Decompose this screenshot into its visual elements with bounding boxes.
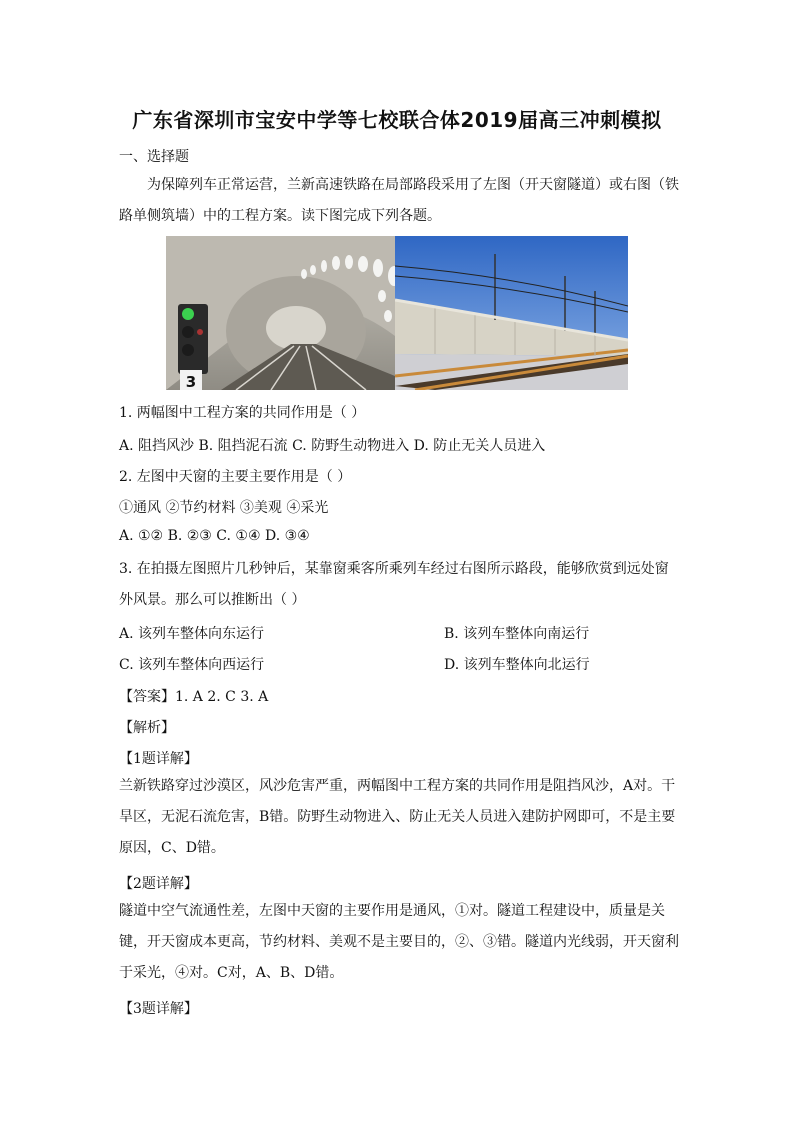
signal-number-sign: 3 xyxy=(185,373,197,390)
tunnel-skylight-photo xyxy=(166,236,395,390)
railway-wall-photo xyxy=(395,236,628,390)
question-3-option-a: A. 该列车整体向东运行 xyxy=(119,626,265,642)
detail-1-heading: 【1题详解】 xyxy=(119,751,198,767)
question-1-options: A. 阻挡风沙 B. 阻挡泥石流 C. 防野生动物进入 D. 防止无关人员进入 xyxy=(119,438,546,454)
question-3-option-d: D. 该列车整体向北运行 xyxy=(444,657,590,673)
detail-2-heading: 【2题详解】 xyxy=(119,876,198,892)
section-heading: 一、选择题 xyxy=(119,149,189,165)
answer-key: 【答案】1. A 2. C 3. A xyxy=(119,689,269,705)
document-title: 广东省深圳市宝安中学等七校联合体2019届高三冲刺模拟 xyxy=(132,108,662,132)
question-intro: 为保障列车正常运营，兰新高速铁路在局部路段采用了左图（开天窗隧道）或右图（铁路单侧筑墙）中的工程方案。读下图完成下列各题。 xyxy=(119,177,679,224)
question-1-stem: 1. 两幅图中工程方案的共同作用是（ ） xyxy=(119,405,366,421)
detail-1-text: 兰新铁路穿过沙漠区，风沙危害严重，两幅图中工程方案的共同作用是阻挡风沙，A对。干旱区，无泥石流危害，B错。防野生动物进入、防止无关人员进入建防护网即可，不是主要原因，C、D错。 xyxy=(119,778,676,856)
question-3-stem: 3. 在拍摄左图照片几秒钟后，某靠窗乘客所乘列车经过右图所示路段，能够欣赏到远处窗外风景。那么可以推断出（ ） xyxy=(119,561,669,608)
question-2-stem: 2. 左图中天窗的主要主要作用是（ ） xyxy=(119,469,352,485)
question-2-options: A. ①② B. ②③ C. ①④ D. ③④ xyxy=(119,528,310,544)
question-3-option-b: B. 该列车整体向南运行 xyxy=(444,626,590,642)
question-3-option-c: C. 该列车整体向西运行 xyxy=(119,657,265,673)
detail-3-heading: 【3题详解】 xyxy=(119,1001,198,1017)
detail-2-text: 隧道中空气流通性差，左图中天窗的主要作用是通风，①对。隧道工程建设中，质量是关键，开天窗成本更高，节约材料、美观不是主要目的，②、③错。隧道内光线弱，开天窗利于采光，④对。C对，A、B、D错。 xyxy=(119,903,679,981)
analysis-heading: 【解析】 xyxy=(119,720,175,736)
question-2-choices: ①通风 ②节约材料 ③美观 ④采光 xyxy=(119,500,329,516)
